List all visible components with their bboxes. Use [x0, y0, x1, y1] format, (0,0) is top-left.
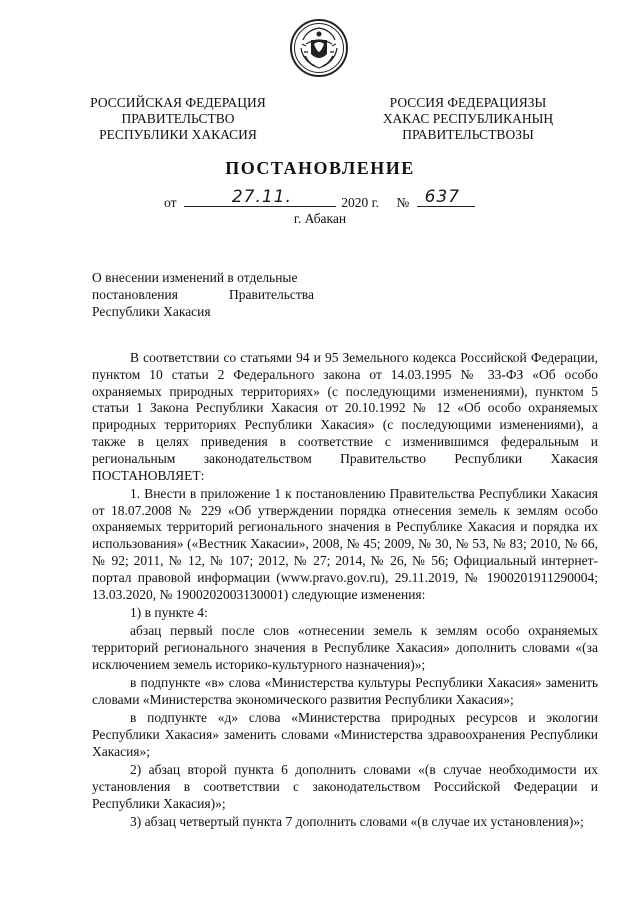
handwritten-date: 27.11.	[231, 187, 292, 207]
date-prefix: от	[164, 195, 177, 210]
header-left-block	[78, 95, 278, 143]
body-paragraph-subitem-2: 2) абзац второй пункта 6 дополнить словами «(в случае необходимости их установления в соответствии с законодательством Российской Федерации и Республики Хакасия)»;	[92, 762, 598, 811]
number-field	[417, 187, 475, 207]
header-right-line-2: ХАКАС РЕСПУБЛИКАНЫҢ	[382, 111, 554, 126]
body-paragraph-abzac-1: абзац первый после слов «отнесении земель к землям особо охраняемых территорий регионального значения в Республике Хакасия» дополнить словами «(за исключением земель историко-культурного назначения)»;	[92, 623, 598, 672]
body-paragraph-subitem-1: 1) в пункте 4:	[130, 604, 208, 620]
body-paragraph-podpunkt-d: в подпункте «д» слова «Министерства природных ресурсов и экологии Республики Хакасия» заменить словами «Министерства здравоохранения Республики Хакасия»;	[92, 710, 598, 759]
header-right-block	[368, 95, 568, 143]
header-right-line-1: РОССИЯ ФЕДЕРАЦИЯЗЫ	[389, 95, 547, 110]
date-year: 2020 г.	[341, 195, 379, 210]
header-left-line-2: ПРАВИТЕЛЬСТВО	[121, 111, 235, 126]
document-title: ПОСТАНОВЛЕНИЕ	[225, 158, 415, 178]
subject-line-1: О внесении изменений в отдельные	[92, 270, 298, 285]
subject-line-3: Республики Хакасия	[92, 304, 211, 319]
body-paragraph-subitem-3: 3) абзац четвертый пункта 7 дополнить словами «(в случае их установления)»;	[130, 814, 584, 830]
number-sign: №	[396, 195, 410, 210]
body-paragraph-item-1: 1. Внести в приложение 1 к постановлению Правительства Республики Хакасия от 18.07.2008 № 229 «Об утверждении порядка отнесения земель к землям особо охраняемых территорий регионального значения в Республике Хакасия и порядка их использования» («Вестник Хакасии», 2008, № 45; 2009, № 30, № 53, № 83; 2010, № 66, № 92; 2011, № 12, № 107; 2012, № 27; 2014, № 26, № 56; Официальный интернет-портал правовой информации (www.pravo.gov.ru), 29.11.2019, № 1900201911290004; 13.03.2020, № 1900202003130001) следующие изменения:	[92, 485, 598, 602]
header-left-line-1: РОССИЙСКАЯ ФЕДЕРАЦИЯ	[90, 95, 266, 110]
header-left-line-3: РЕСПУБЛИКИ ХАКАСИЯ	[99, 127, 257, 142]
subject-line-2: постановления Правительства	[92, 287, 314, 302]
body-paragraph-podpunkt-v: в подпункте «в» слова «Министерства культуры Республики Хакасия» заменить словами «Министерства экономического развития Республики Хакасия»;	[92, 675, 598, 707]
body-paragraph-preamble: В соответствии со статьями 94 и 95 Земельного кодекса Российской Федерации, пунктом 10 статьи 2 Федерального закона от 14.03.1995 № 33-ФЗ «Об особо охраняемых природных территориях» (с последующими изменениями), пунктом 5 статьи 1 Закона Республики Хакасия от 20.10.1992 № 12 «Об особо охраняемых природных территориях Республики Хакасия» (с последующими изменениями), а также в целях приведения в соответствие с изменившимся федеральным и региональным законодательством Правительство Республики Хакасия ПОСТАНОВЛЯЕТ:	[92, 350, 598, 483]
date-field	[184, 187, 336, 207]
header-right-line-3: ПРАВИТЕЛЬСТВОЗЫ	[402, 127, 534, 142]
date-number-line	[164, 187, 475, 211]
handwritten-number: 637	[424, 187, 461, 207]
city-name: г. Абакан	[293, 211, 347, 226]
document-body	[92, 350, 598, 832]
coat-of-arms-emblem	[289, 18, 349, 78]
subject-block	[92, 269, 314, 320]
